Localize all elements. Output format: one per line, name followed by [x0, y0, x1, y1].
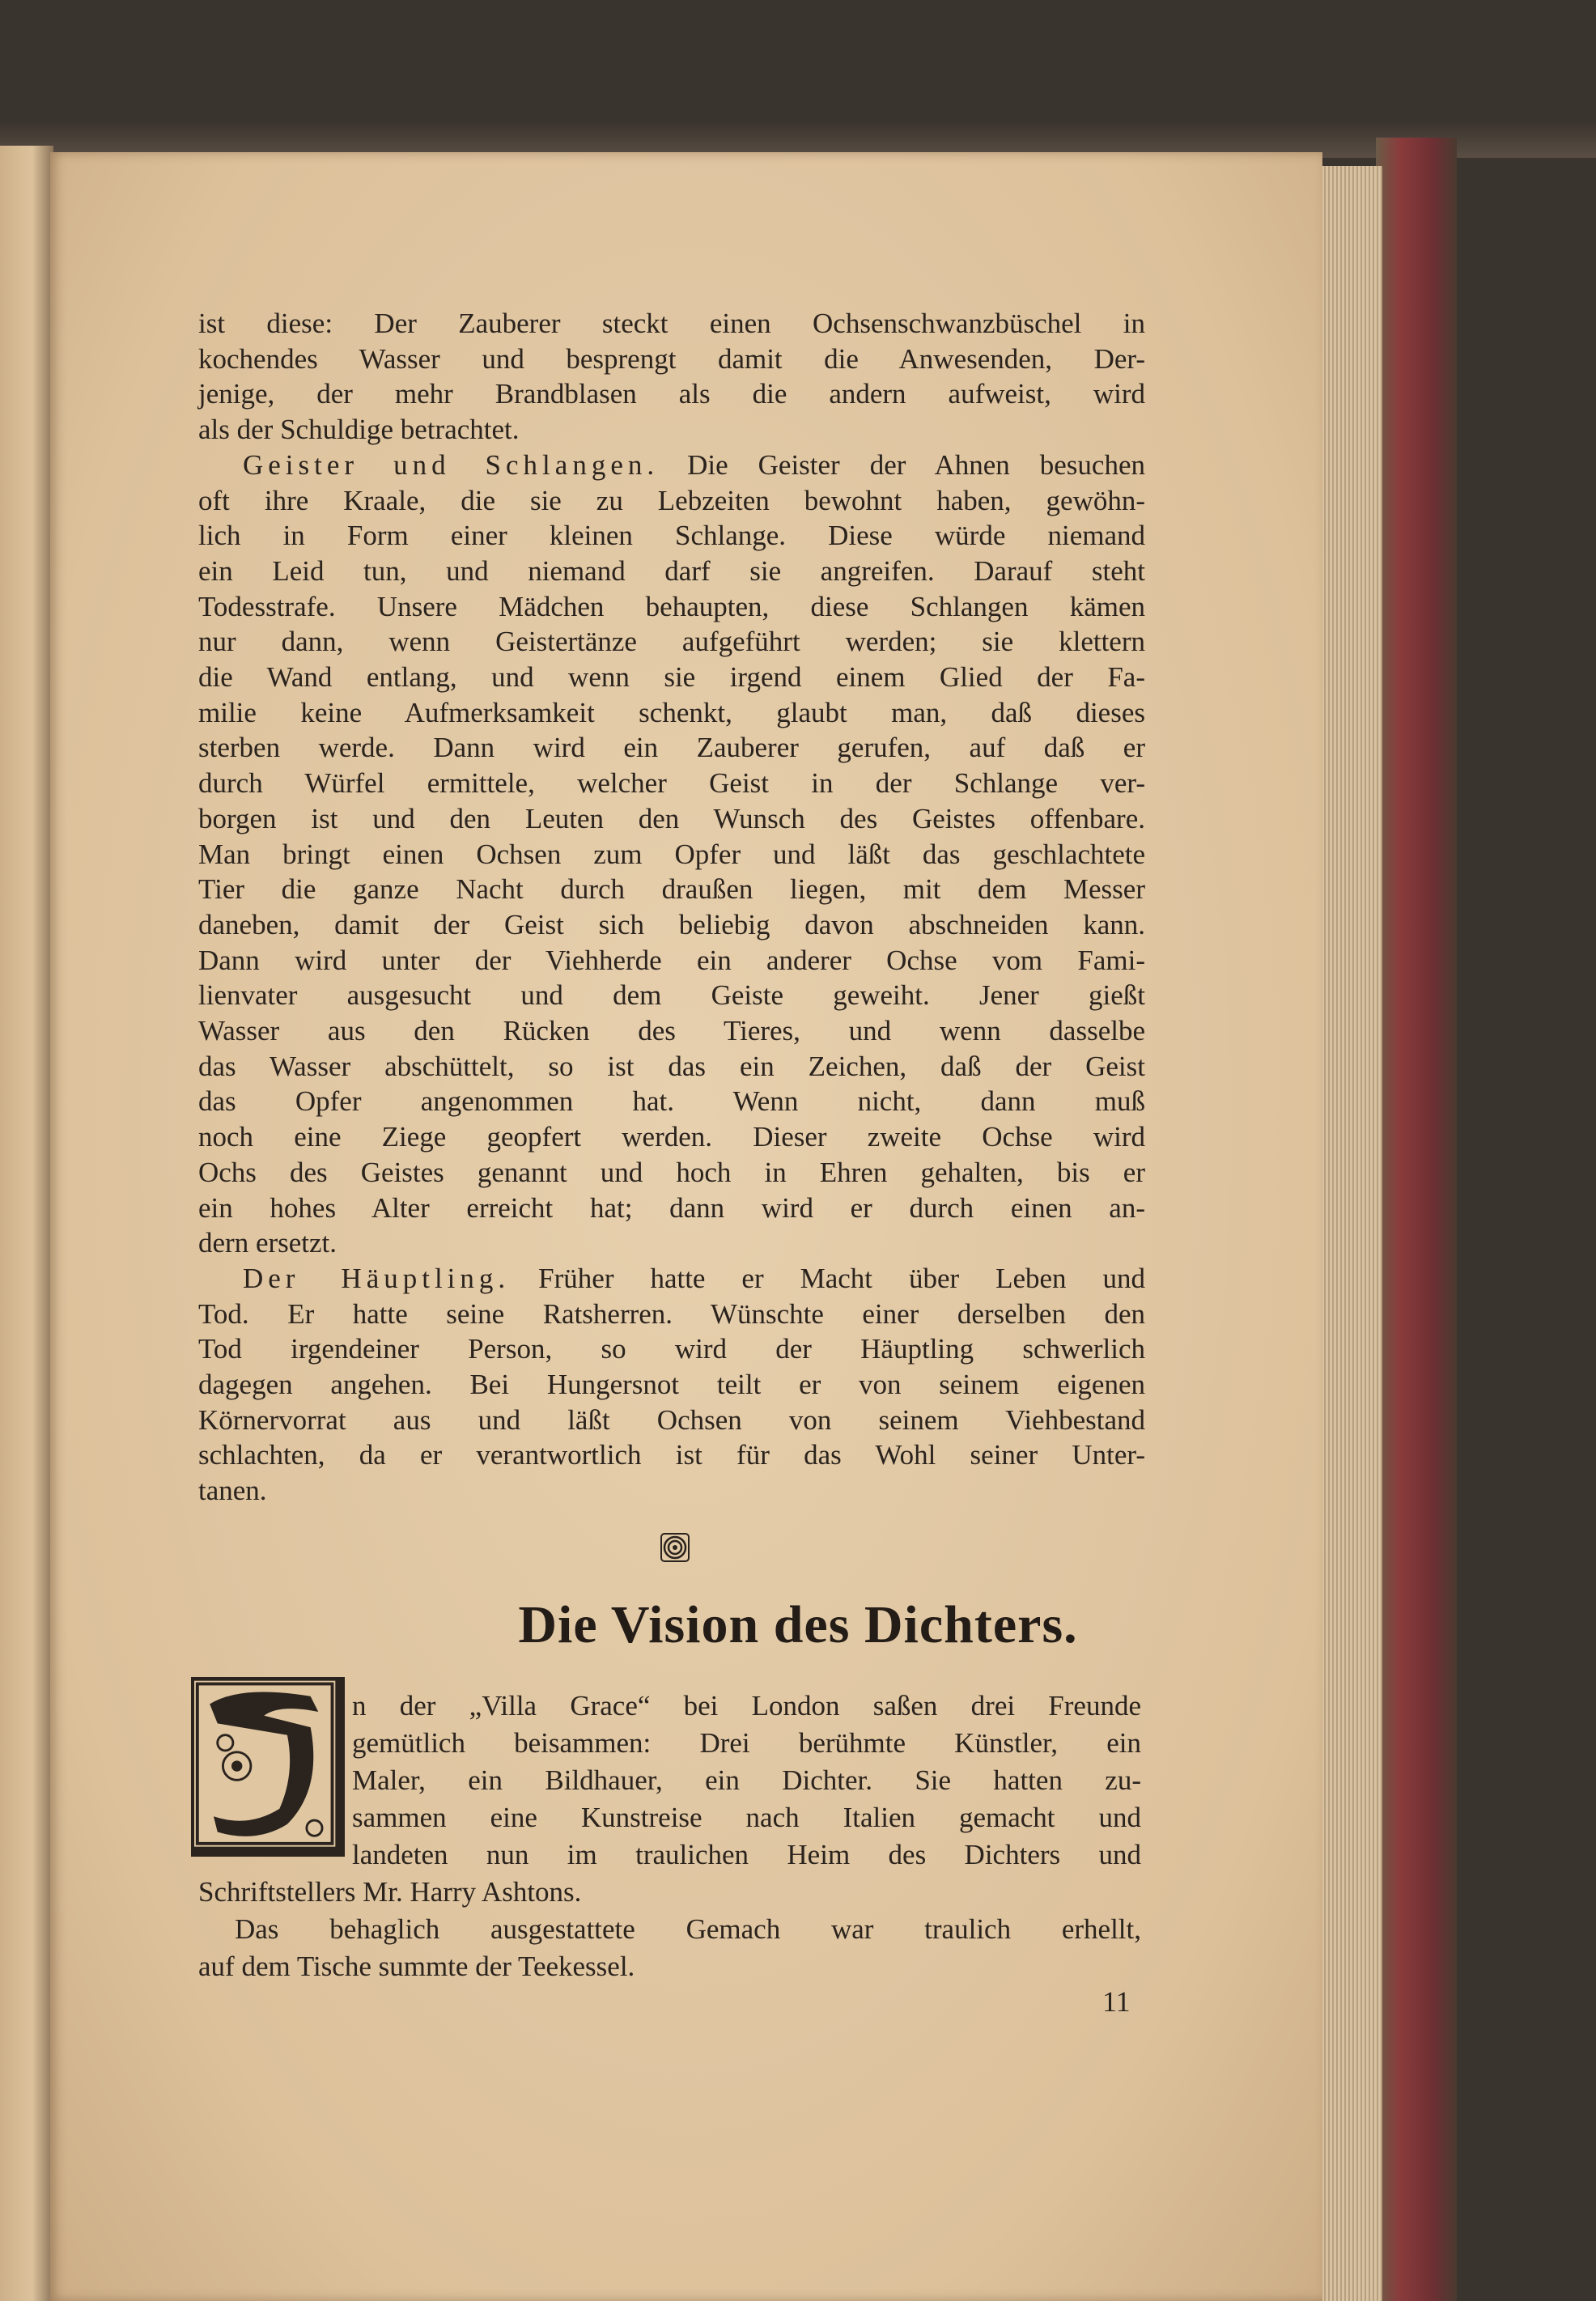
text-line — [198, 1119, 1145, 1155]
line-text: auf dem Tische summte der Teekessel. — [198, 1951, 635, 1982]
line-text: lich in Form einer kleinen Schlange. Diese würde niemand — [198, 520, 1145, 552]
line-text: nur dann, wenn Geistertänze aufgeführt werden; sie klettern — [198, 626, 1145, 658]
text-line — [198, 978, 1145, 1013]
text-line — [352, 1763, 1141, 1798]
line-text: ein hohes Alter erreicht hat; dann wird er durch einen an- — [198, 1191, 1145, 1224]
line-text: die Wand entlang, und wenn sie irgend einem Glied der Fa- — [198, 661, 1145, 693]
text-line — [198, 695, 1145, 731]
line-text: dagegen angehen. Bei Hungersnot teilt er von seinem eigenen — [198, 1369, 1145, 1400]
page-stack-edge — [1318, 166, 1382, 2301]
text-line — [198, 943, 1145, 979]
text-line — [198, 518, 1145, 554]
text-line — [198, 1191, 1145, 1226]
line-text: noch eine Ziege geopfert werden. Dieser zweite Ochse wird — [198, 1121, 1145, 1153]
text-line — [198, 554, 1145, 589]
text-line — [198, 1403, 1145, 1438]
section-heading: Der Häuptling. — [243, 1262, 511, 1294]
text-line — [243, 448, 1145, 483]
facing-page-edge — [0, 146, 53, 2301]
line-text: borgen ist und den Leuten den Wunsch des Geistes offenbare. — [198, 802, 1145, 834]
text-line — [198, 1949, 1141, 1985]
text-line — [198, 376, 1145, 412]
line-text: ein Leid tun, und niemand darf sie angreifen. Darauf steht — [198, 554, 1145, 587]
line-text: Körnervorrat aus und läßt Ochsen von seinem Viehbestand — [198, 1403, 1145, 1436]
text-line — [235, 1912, 1141, 1947]
line-text: jenige, der mehr Brandblasen als die andern aufweist, wird — [198, 378, 1145, 410]
line-text: Tod irgendeiner Person, so wird der Häuptling schwerlich — [198, 1333, 1145, 1365]
line-text: Tod. Er hatte seine Ratsherren. Wünschte einer derselben den — [198, 1297, 1145, 1330]
text-line — [198, 1874, 1141, 1910]
section-heading: Geister und Schlangen. — [243, 448, 660, 481]
text-line — [198, 1225, 1145, 1261]
text-line — [198, 1367, 1145, 1403]
text-line — [198, 766, 1145, 801]
line-text: milie keine Aufmerksamkeit schenkt, glaubt man, daß dieses — [198, 696, 1145, 728]
text-line — [198, 342, 1145, 377]
line-text: n der „Villa Grace“ bei London saßen drei Freunde — [352, 1690, 1141, 1722]
line-text: durch Würfel ermittele, welcher Geist in der Schlange ver- — [198, 767, 1145, 800]
line-text: Ochs des Geistes genannt und hoch in Ehren gehalten, bis er — [198, 1156, 1145, 1188]
text-line — [198, 306, 1145, 342]
text-line — [243, 1261, 1145, 1297]
text-line — [198, 624, 1145, 660]
text-line — [198, 660, 1145, 695]
line-text: ist diese: Der Zauberer steckt einen Ochsenschwanzbüschel in — [198, 308, 1145, 339]
line-text: sterben werde. Dann wird ein Zauberer gerufen, auf daß er — [198, 732, 1145, 764]
line-text: Schriftstellers Mr. Harry Ashtons. — [198, 1876, 582, 1908]
line-text: schlachten, da er verantwortlich ist für das Wohl seiner Unter- — [198, 1439, 1145, 1471]
text-line — [198, 1013, 1145, 1049]
text-line — [198, 872, 1145, 907]
text-line — [198, 837, 1145, 872]
text-line — [352, 1726, 1141, 1761]
book-cover-edge — [1376, 138, 1457, 2301]
line-text: Wasser aus den Rücken des Tieres, und wenn dasselbe — [198, 1015, 1145, 1046]
line-text: als der Schuldige betrachtet. — [198, 414, 520, 446]
text-line — [198, 1437, 1145, 1473]
ornament-icon — [660, 1532, 690, 1563]
line-text: das Opfer angenommen hat. Wenn nicht, dann muß — [198, 1085, 1145, 1118]
text-line — [198, 412, 1145, 448]
line-text: Tier die ganze Nacht durch draußen liegen, mit dem Messer — [198, 873, 1145, 906]
chapter-title: Die Vision des Dichters. — [518, 1595, 1078, 1654]
line-text: gemütlich beisammen: Drei berühmte Künstler, ein — [352, 1727, 1141, 1759]
line-text: lienvater ausgesucht und dem Geiste geweiht. Jener gießt — [198, 979, 1145, 1012]
text-line — [198, 801, 1145, 837]
text-line — [352, 1837, 1141, 1873]
line-text: tanen. — [198, 1475, 267, 1507]
line-text: Das behaglich ausgestattete Gemach war traulich erhellt, — [235, 1913, 1141, 1945]
text-line — [198, 907, 1145, 943]
line-text: Man bringt einen Ochsen zum Opfer und läßt das geschlachtete — [198, 838, 1145, 870]
line-text: sammen eine Kunstreise nach Italien gemacht und — [352, 1802, 1141, 1833]
text-line — [198, 1331, 1145, 1367]
line-text: Früher hatte er Macht über Leben und — [538, 1262, 1146, 1294]
text-line — [198, 1297, 1145, 1332]
line-text: oft ihre Kraale, die sie zu Lebzeiten bewohnt haben, gewöhn- — [198, 484, 1145, 516]
line-text: Dann wird unter der Viehherde ein anderer Ochse vom Fami- — [198, 944, 1145, 976]
text-line — [352, 1800, 1141, 1836]
text-line — [352, 1688, 1141, 1724]
decorative-initial-icon — [191, 1677, 345, 1857]
text-line — [198, 483, 1145, 519]
text-line — [198, 1473, 1145, 1509]
text-line — [198, 1049, 1145, 1085]
line-text: daneben, damit der Geist sich beliebig davon abschneiden kann. — [198, 908, 1145, 940]
text-line — [198, 1155, 1145, 1191]
text-line — [198, 1084, 1145, 1119]
text-line — [198, 730, 1145, 766]
page-number: 11 — [1102, 1985, 1131, 2018]
line-text: das Wasser abschüttelt, so ist das ein Zeichen, daß der Geist — [198, 1050, 1145, 1082]
line-text: Todesstrafe. Unsere Mädchen behaupten, diese Schlangen kämen — [198, 590, 1145, 622]
line-text: dern ersetzt. — [198, 1227, 337, 1259]
line-text: Die Geister der Ahnen besuchen — [687, 448, 1145, 481]
line-text: Maler, ein Bildhauer, ein Dichter. Sie hatten zu- — [352, 1764, 1141, 1796]
line-text: kochendes Wasser und besprengt damit die Anwesenden, Der- — [198, 342, 1145, 375]
text-line — [198, 589, 1145, 625]
line-text: landeten nun im traulichen Heim des Dichters und — [352, 1839, 1141, 1870]
